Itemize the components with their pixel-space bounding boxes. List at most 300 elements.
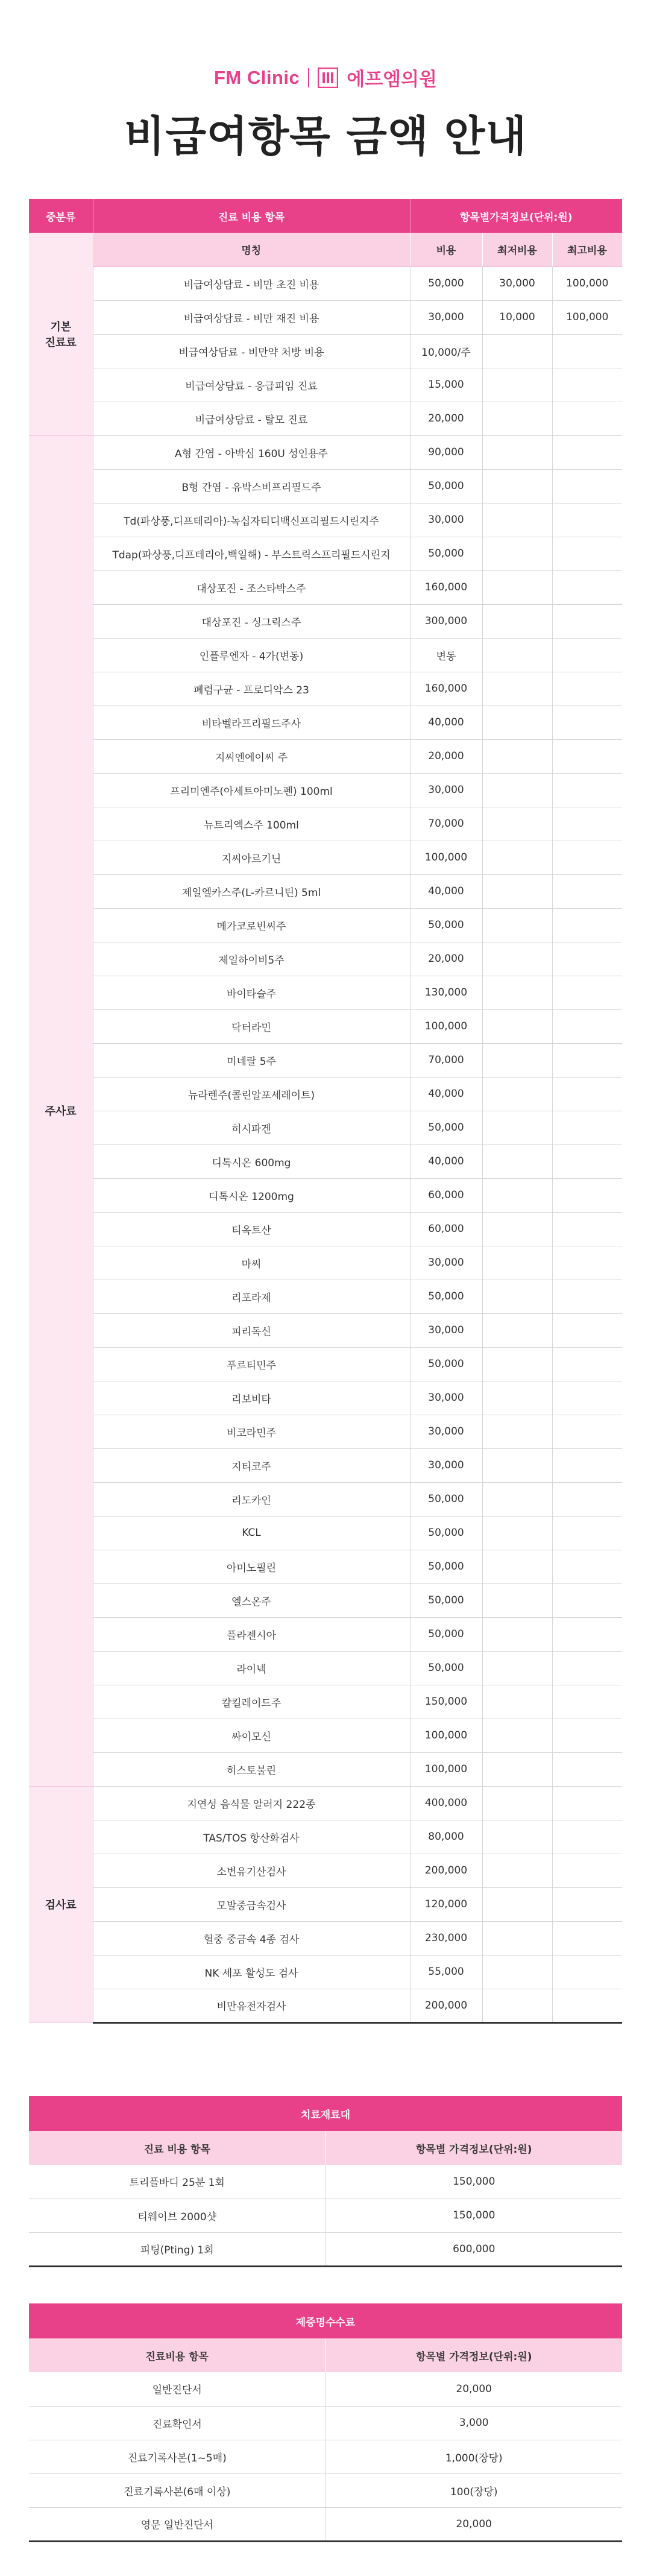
max-cost-cell bbox=[552, 1854, 622, 1887]
table-row bbox=[29, 1550, 622, 1583]
item-name-cell: 모발중금속검사 bbox=[93, 1887, 410, 1921]
cost-cell: 50,000 bbox=[410, 1347, 482, 1381]
table-row bbox=[29, 672, 622, 706]
table-row bbox=[29, 1212, 622, 1246]
table-row bbox=[29, 706, 622, 739]
price-cell: 1,000(장당) bbox=[326, 2440, 622, 2473]
max-cost-cell bbox=[552, 841, 622, 874]
certificate-header-price: 항목별 가격정보(단위:원) bbox=[326, 2338, 622, 2372]
table-row bbox=[29, 976, 622, 1009]
max-cost-cell bbox=[552, 334, 622, 368]
cost-cell: 200,000 bbox=[410, 1989, 482, 2022]
min-cost-cell bbox=[482, 1685, 552, 1719]
table-row bbox=[29, 841, 622, 874]
item-name-cell: 대상포진 - 싱그릭스주 bbox=[93, 604, 410, 638]
item-name-cell: 영문 일반진단서 bbox=[29, 2507, 326, 2541]
item-name-cell: 일반진단서 bbox=[29, 2372, 326, 2406]
cost-cell: 30,000 bbox=[410, 1381, 482, 1415]
table-row bbox=[29, 1583, 622, 1617]
cost-cell: 30,000 bbox=[410, 1448, 482, 1482]
max-cost-cell bbox=[552, 1482, 622, 1516]
cost-cell: 40,000 bbox=[410, 1077, 482, 1111]
min-cost-cell bbox=[482, 908, 552, 942]
min-cost-cell: 10,000 bbox=[482, 300, 552, 334]
item-name-cell: 리포라제 bbox=[93, 1280, 410, 1313]
cost-cell: 70,000 bbox=[410, 807, 482, 841]
table-row bbox=[29, 2473, 622, 2507]
cost-cell: 30,000 bbox=[410, 1415, 482, 1448]
item-name-cell: 닥터라민 bbox=[93, 1009, 410, 1043]
item-name-cell: 마씨 bbox=[93, 1246, 410, 1280]
item-name-cell: 비급여상담료 - 비만 초진 비용 bbox=[93, 267, 410, 300]
table-row bbox=[29, 1415, 622, 1448]
item-name-cell: 비급여상담료 - 탈모 진료 bbox=[93, 402, 410, 435]
treatment-header-item: 진료 비용 항목 bbox=[29, 2131, 326, 2165]
item-name-cell: 비급여상담료 - 비만약 처방 비용 bbox=[93, 334, 410, 368]
table-row bbox=[29, 2165, 622, 2199]
item-name-cell: 진료확인서 bbox=[29, 2406, 326, 2440]
category-cell: 주사료 bbox=[29, 435, 93, 1786]
table-row bbox=[29, 2232, 622, 2266]
item-name-cell: 푸르티민주 bbox=[93, 1347, 410, 1381]
min-cost-cell bbox=[482, 1955, 552, 1989]
max-cost-cell bbox=[552, 1009, 622, 1043]
max-cost-cell bbox=[552, 469, 622, 503]
cost-cell: 50,000 bbox=[410, 537, 482, 570]
item-name-cell: 비만유전자검사 bbox=[93, 1989, 410, 2022]
cost-cell: 30,000 bbox=[410, 1313, 482, 1347]
cost-cell: 60,000 bbox=[410, 1178, 482, 1212]
min-cost-cell bbox=[482, 1887, 552, 1921]
clinic-logo bbox=[0, 64, 651, 91]
cost-cell: 변동 bbox=[410, 638, 482, 672]
item-name-cell: Tdap(파상풍,디프테리아,백일해) - 부스트릭스프리필드시린지 bbox=[93, 537, 410, 570]
max-cost-cell bbox=[552, 874, 622, 908]
price-cell: 3,000 bbox=[326, 2406, 622, 2440]
table-row bbox=[29, 1448, 622, 1482]
max-cost-cell bbox=[552, 1415, 622, 1448]
max-cost-cell bbox=[552, 739, 622, 773]
table-row bbox=[29, 773, 622, 807]
max-cost-cell bbox=[552, 1178, 622, 1212]
item-name-cell: 피리독신 bbox=[93, 1313, 410, 1347]
table-row bbox=[29, 1043, 622, 1077]
cost-cell: 100,000 bbox=[410, 841, 482, 874]
table-row bbox=[29, 2199, 622, 2232]
table-row bbox=[29, 2372, 622, 2406]
table-row bbox=[29, 1786, 622, 1820]
table-row bbox=[29, 908, 622, 942]
max-cost-cell bbox=[552, 503, 622, 537]
max-cost-cell bbox=[552, 1583, 622, 1617]
max-cost-cell bbox=[552, 1921, 622, 1955]
max-cost-cell bbox=[552, 1887, 622, 1921]
table-row bbox=[29, 537, 622, 570]
cost-cell: 30,000 bbox=[410, 1246, 482, 1280]
item-name-cell: 디톡시온 600mg bbox=[93, 1144, 410, 1178]
item-name-cell: 제일엘카스주(L-카르니틴) 5ml bbox=[93, 874, 410, 908]
min-cost-cell bbox=[482, 1009, 552, 1043]
max-cost-cell: 100,000 bbox=[552, 267, 622, 300]
min-cost-cell bbox=[482, 1550, 552, 1583]
logo-text-ko: 에프엠의원 bbox=[347, 69, 437, 90]
cost-cell: 20,000 bbox=[410, 739, 482, 773]
cost-cell: 50,000 bbox=[410, 1550, 482, 1583]
cost-cell: 15,000 bbox=[410, 368, 482, 402]
cost-cell: 10,000/주 bbox=[410, 334, 482, 368]
max-cost-cell bbox=[552, 368, 622, 402]
logo-text-en: FM Clinic bbox=[213, 66, 300, 88]
table-row bbox=[29, 1077, 622, 1111]
cost-cell: 30,000 bbox=[410, 503, 482, 537]
page-title: 비급여항목 금액 안내 bbox=[124, 112, 527, 161]
cost-cell: 160,000 bbox=[410, 570, 482, 604]
min-cost-cell bbox=[482, 638, 552, 672]
max-cost-cell bbox=[552, 773, 622, 807]
max-cost-cell bbox=[552, 1246, 622, 1280]
item-name-cell: 아미노필린 bbox=[93, 1550, 410, 1583]
table-row bbox=[29, 1921, 622, 1955]
cost-cell: 50,000 bbox=[410, 1516, 482, 1550]
table-row bbox=[29, 2440, 622, 2473]
table-row bbox=[29, 1719, 622, 1752]
cost-cell: 50,000 bbox=[410, 267, 482, 300]
table-row bbox=[29, 2507, 622, 2541]
certificate-table-title: 제증명수수료 bbox=[29, 2303, 622, 2338]
min-cost-cell bbox=[482, 739, 552, 773]
min-cost-cell bbox=[482, 874, 552, 908]
table-row bbox=[29, 267, 622, 300]
min-cost-cell bbox=[482, 604, 552, 638]
treatment-material-table bbox=[29, 2096, 622, 2267]
item-name-cell: 폐렴구균 - 프로디악스 23 bbox=[93, 672, 410, 706]
table-row bbox=[29, 1313, 622, 1347]
cost-cell: 50,000 bbox=[410, 1617, 482, 1651]
treatment-header-price: 항목별 가격정보(단위:원) bbox=[326, 2131, 622, 2165]
min-cost-cell bbox=[482, 435, 552, 469]
clinic-logo-icon bbox=[318, 68, 338, 88]
table-row bbox=[29, 300, 622, 334]
item-name-cell: 지씨엔에이씨 주 bbox=[93, 739, 410, 773]
min-cost-cell bbox=[482, 1786, 552, 1820]
min-cost-cell bbox=[482, 1144, 552, 1178]
cost-cell: 400,000 bbox=[410, 1786, 482, 1820]
max-cost-cell bbox=[552, 1719, 622, 1752]
item-name-cell: 티옥트산 bbox=[93, 1212, 410, 1246]
max-cost-cell bbox=[552, 1280, 622, 1313]
max-cost-cell bbox=[552, 570, 622, 604]
table-row bbox=[29, 1617, 622, 1651]
min-cost-cell bbox=[482, 1415, 552, 1448]
item-name-cell: 프리미엔주(아세트아미노펜) 100ml bbox=[93, 773, 410, 807]
min-cost-cell bbox=[482, 537, 552, 570]
table-row bbox=[29, 1381, 622, 1415]
min-cost-cell bbox=[482, 334, 552, 368]
table-row bbox=[29, 942, 622, 976]
max-cost-cell bbox=[552, 1212, 622, 1246]
cost-cell: 50,000 bbox=[410, 1280, 482, 1313]
table-row bbox=[29, 1854, 622, 1887]
max-cost-cell bbox=[552, 1685, 622, 1719]
min-cost-cell bbox=[482, 503, 552, 537]
cost-cell: 200,000 bbox=[410, 1854, 482, 1887]
max-cost-cell bbox=[552, 1651, 622, 1685]
cost-cell: 50,000 bbox=[410, 1583, 482, 1617]
min-cost-cell bbox=[482, 1482, 552, 1516]
max-cost-cell bbox=[552, 1381, 622, 1415]
certificate-header-item: 진료비용 항목 bbox=[29, 2338, 326, 2372]
table-row bbox=[29, 1144, 622, 1178]
item-name-cell: 메가코로빈씨주 bbox=[93, 908, 410, 942]
cost-cell: 55,000 bbox=[410, 1955, 482, 1989]
cost-cell: 30,000 bbox=[410, 300, 482, 334]
min-cost-cell bbox=[482, 1516, 552, 1550]
max-cost-cell bbox=[552, 1111, 622, 1144]
min-cost-cell bbox=[482, 1347, 552, 1381]
max-cost-cell bbox=[552, 1347, 622, 1381]
max-cost-cell bbox=[552, 807, 622, 841]
cost-cell: 50,000 bbox=[410, 1111, 482, 1144]
item-name-cell: 제일하이비5주 bbox=[93, 942, 410, 976]
header-name: 명칭 bbox=[93, 233, 410, 267]
item-name-cell: 비코라민주 bbox=[93, 1415, 410, 1448]
price-cell: 100(장당) bbox=[326, 2473, 622, 2507]
item-name-cell: 히스토불린 bbox=[93, 1752, 410, 1786]
max-cost-cell bbox=[552, 672, 622, 706]
min-cost-cell bbox=[482, 1719, 552, 1752]
cost-cell: 60,000 bbox=[410, 1212, 482, 1246]
category-cell: 검사료 bbox=[29, 1786, 93, 2022]
item-name-cell: B형 간염 - 유박스비프리필드주 bbox=[93, 469, 410, 503]
cost-cell: 100,000 bbox=[410, 1009, 482, 1043]
min-cost-cell bbox=[482, 976, 552, 1009]
header-min: 최저비용 bbox=[482, 233, 552, 267]
table-row bbox=[29, 1111, 622, 1144]
item-name-cell: KCL bbox=[93, 1516, 410, 1550]
item-name-cell: 소변유기산검사 bbox=[93, 1854, 410, 1887]
min-cost-cell bbox=[482, 1989, 552, 2022]
max-cost-cell bbox=[552, 1617, 622, 1651]
min-cost-cell bbox=[482, 841, 552, 874]
max-cost-cell bbox=[552, 537, 622, 570]
min-cost-cell bbox=[482, 1381, 552, 1415]
item-name-cell: 뉴라렌주(콜린알포세레이트) bbox=[93, 1077, 410, 1111]
item-name-cell: 싸이모신 bbox=[93, 1719, 410, 1752]
cost-cell: 100,000 bbox=[410, 1719, 482, 1752]
table-row bbox=[29, 739, 622, 773]
max-cost-cell bbox=[552, 976, 622, 1009]
cost-cell: 30,000 bbox=[410, 773, 482, 807]
max-cost-cell bbox=[552, 638, 622, 672]
min-cost-cell bbox=[482, 1820, 552, 1854]
min-cost-cell: 30,000 bbox=[482, 267, 552, 300]
min-cost-cell bbox=[482, 368, 552, 402]
min-cost-cell bbox=[482, 807, 552, 841]
table-row bbox=[29, 402, 622, 435]
cost-cell: 80,000 bbox=[410, 1820, 482, 1854]
max-cost-cell bbox=[552, 1820, 622, 1854]
max-cost-cell bbox=[552, 942, 622, 976]
item-name-cell: 칼킬레이드주 bbox=[93, 1685, 410, 1719]
table-row bbox=[29, 1516, 622, 1550]
main-price-table-section bbox=[29, 199, 622, 2024]
max-cost-cell bbox=[552, 1955, 622, 1989]
item-name-cell: 리보비타 bbox=[93, 1381, 410, 1415]
min-cost-cell bbox=[482, 1178, 552, 1212]
item-name-cell: 뉴트리엑스주 100ml bbox=[93, 807, 410, 841]
item-name-cell: 비급여상담료 - 응급피임 진료 bbox=[93, 368, 410, 402]
table-row bbox=[29, 435, 622, 469]
min-cost-cell bbox=[482, 1111, 552, 1144]
max-cost-cell bbox=[552, 1550, 622, 1583]
cost-cell: 70,000 bbox=[410, 1043, 482, 1077]
min-cost-cell bbox=[482, 1921, 552, 1955]
table-row bbox=[29, 503, 622, 537]
item-name-cell: 진료기록사본(6매 이상) bbox=[29, 2473, 326, 2507]
item-name-cell: A형 간염 - 아박심 160U 성인용주 bbox=[93, 435, 410, 469]
main-price-table bbox=[29, 199, 623, 2024]
min-cost-cell bbox=[482, 1043, 552, 1077]
table-row bbox=[29, 1280, 622, 1313]
table-row bbox=[29, 1651, 622, 1685]
cost-cell: 50,000 bbox=[410, 1482, 482, 1516]
max-cost-cell bbox=[552, 908, 622, 942]
table-row bbox=[29, 1955, 622, 1989]
treatment-table-title: 치료재료대 bbox=[29, 2096, 622, 2131]
max-cost-cell bbox=[552, 1043, 622, 1077]
min-cost-cell bbox=[482, 1651, 552, 1685]
max-cost-cell bbox=[552, 435, 622, 469]
table-row bbox=[29, 1178, 622, 1212]
min-cost-cell bbox=[482, 402, 552, 435]
cost-cell: 40,000 bbox=[410, 1144, 482, 1178]
max-cost-cell bbox=[552, 1313, 622, 1347]
table-row bbox=[29, 1246, 622, 1280]
max-cost-cell bbox=[552, 1516, 622, 1550]
table-row bbox=[29, 570, 622, 604]
category-cell: 기본 진료료 bbox=[29, 233, 93, 435]
min-cost-cell bbox=[482, 1212, 552, 1246]
table-row bbox=[29, 1347, 622, 1381]
item-name-cell: 인플루엔자 - 4가(변동) bbox=[93, 638, 410, 672]
min-cost-cell bbox=[482, 942, 552, 976]
min-cost-cell bbox=[482, 1617, 552, 1651]
table-row bbox=[29, 1685, 622, 1719]
price-cell: 20,000 bbox=[326, 2507, 622, 2541]
cost-cell: 50,000 bbox=[410, 469, 482, 503]
item-name-cell: 라이넥 bbox=[93, 1651, 410, 1685]
item-name-cell: 지티코주 bbox=[93, 1448, 410, 1482]
item-name-cell: 혈중 중금속 4종 검사 bbox=[93, 1921, 410, 1955]
cost-cell: 130,000 bbox=[410, 976, 482, 1009]
table-row bbox=[29, 469, 622, 503]
page-header bbox=[0, 0, 651, 175]
min-cost-cell bbox=[482, 706, 552, 739]
max-cost-cell bbox=[552, 1752, 622, 1786]
price-cell: 20,000 bbox=[326, 2372, 622, 2406]
min-cost-cell bbox=[482, 1752, 552, 1786]
max-cost-cell bbox=[552, 1144, 622, 1178]
item-name-cell: 지연성 음식물 알러지 222종 bbox=[93, 1786, 410, 1820]
cost-cell: 50,000 bbox=[410, 1651, 482, 1685]
table-row bbox=[29, 874, 622, 908]
table-row bbox=[29, 1989, 622, 2022]
header-category: 중분류 bbox=[29, 199, 93, 233]
item-name-cell: Td(파상풍,디프테리아)-녹십자티디백신프리필드시린지주 bbox=[93, 503, 410, 537]
max-cost-cell bbox=[552, 1786, 622, 1820]
certificate-table-section bbox=[29, 2303, 622, 2542]
table-row bbox=[29, 1887, 622, 1921]
max-cost-cell bbox=[552, 604, 622, 638]
max-cost-cell bbox=[552, 402, 622, 435]
table-row bbox=[29, 604, 622, 638]
max-cost-cell bbox=[552, 1989, 622, 2022]
item-name-cell: TAS/TOS 항산화검사 bbox=[93, 1820, 410, 1854]
min-cost-cell bbox=[482, 672, 552, 706]
min-cost-cell bbox=[482, 1077, 552, 1111]
table-row bbox=[29, 807, 622, 841]
certificate-fee-table bbox=[29, 2303, 622, 2542]
table-row bbox=[29, 368, 622, 402]
cost-cell: 300,000 bbox=[410, 604, 482, 638]
price-cell: 600,000 bbox=[326, 2232, 622, 2266]
price-cell: 150,000 bbox=[326, 2199, 622, 2232]
min-cost-cell bbox=[482, 1246, 552, 1280]
cost-cell: 20,000 bbox=[410, 942, 482, 976]
subheader-row bbox=[29, 233, 622, 267]
cost-cell: 20,000 bbox=[410, 402, 482, 435]
item-name-cell: 플라젠시아 bbox=[93, 1617, 410, 1651]
min-cost-cell bbox=[482, 570, 552, 604]
header-max: 최고비용 bbox=[552, 233, 622, 267]
table-row bbox=[29, 638, 622, 672]
table-row bbox=[29, 1009, 622, 1043]
item-name-cell: 진료기록사본(1~5매) bbox=[29, 2440, 326, 2473]
logo-divider bbox=[308, 68, 309, 87]
cost-cell: 50,000 bbox=[410, 908, 482, 942]
max-cost-cell: 100,000 bbox=[552, 300, 622, 334]
cost-cell: 100,000 bbox=[410, 1752, 482, 1786]
item-name-cell: 바이타슬주 bbox=[93, 976, 410, 1009]
table-row bbox=[29, 334, 622, 368]
item-name-cell: 엘스온주 bbox=[93, 1583, 410, 1617]
cost-cell: 40,000 bbox=[410, 706, 482, 739]
header-price-info: 항목별가격정보(단위:원) bbox=[410, 199, 622, 233]
min-cost-cell bbox=[482, 469, 552, 503]
cost-cell: 40,000 bbox=[410, 874, 482, 908]
item-name-cell: 비급여상담료 - 비만 재진 비용 bbox=[93, 300, 410, 334]
min-cost-cell bbox=[482, 773, 552, 807]
item-name-cell: 대상포진 - 조스타박스주 bbox=[93, 570, 410, 604]
item-name-cell: 지씨아르기닌 bbox=[93, 841, 410, 874]
table-row bbox=[29, 1752, 622, 1786]
table-row bbox=[29, 2406, 622, 2440]
item-name-cell: NK 세포 활성도 검사 bbox=[93, 1955, 410, 1989]
treatment-table-section bbox=[29, 2096, 622, 2267]
item-name-cell: 트리플바디 25분 1회 bbox=[29, 2165, 326, 2199]
item-name-cell: 히시파겐 bbox=[93, 1111, 410, 1144]
cost-cell: 150,000 bbox=[410, 1685, 482, 1719]
max-cost-cell bbox=[552, 1448, 622, 1482]
cost-cell: 230,000 bbox=[410, 1921, 482, 1955]
min-cost-cell bbox=[482, 1854, 552, 1887]
item-name-cell: 리도카인 bbox=[93, 1482, 410, 1516]
table-row bbox=[29, 1820, 622, 1854]
item-name-cell: 디톡시온 1200mg bbox=[93, 1178, 410, 1212]
cost-cell: 120,000 bbox=[410, 1887, 482, 1921]
min-cost-cell bbox=[482, 1448, 552, 1482]
cost-cell: 160,000 bbox=[410, 672, 482, 706]
